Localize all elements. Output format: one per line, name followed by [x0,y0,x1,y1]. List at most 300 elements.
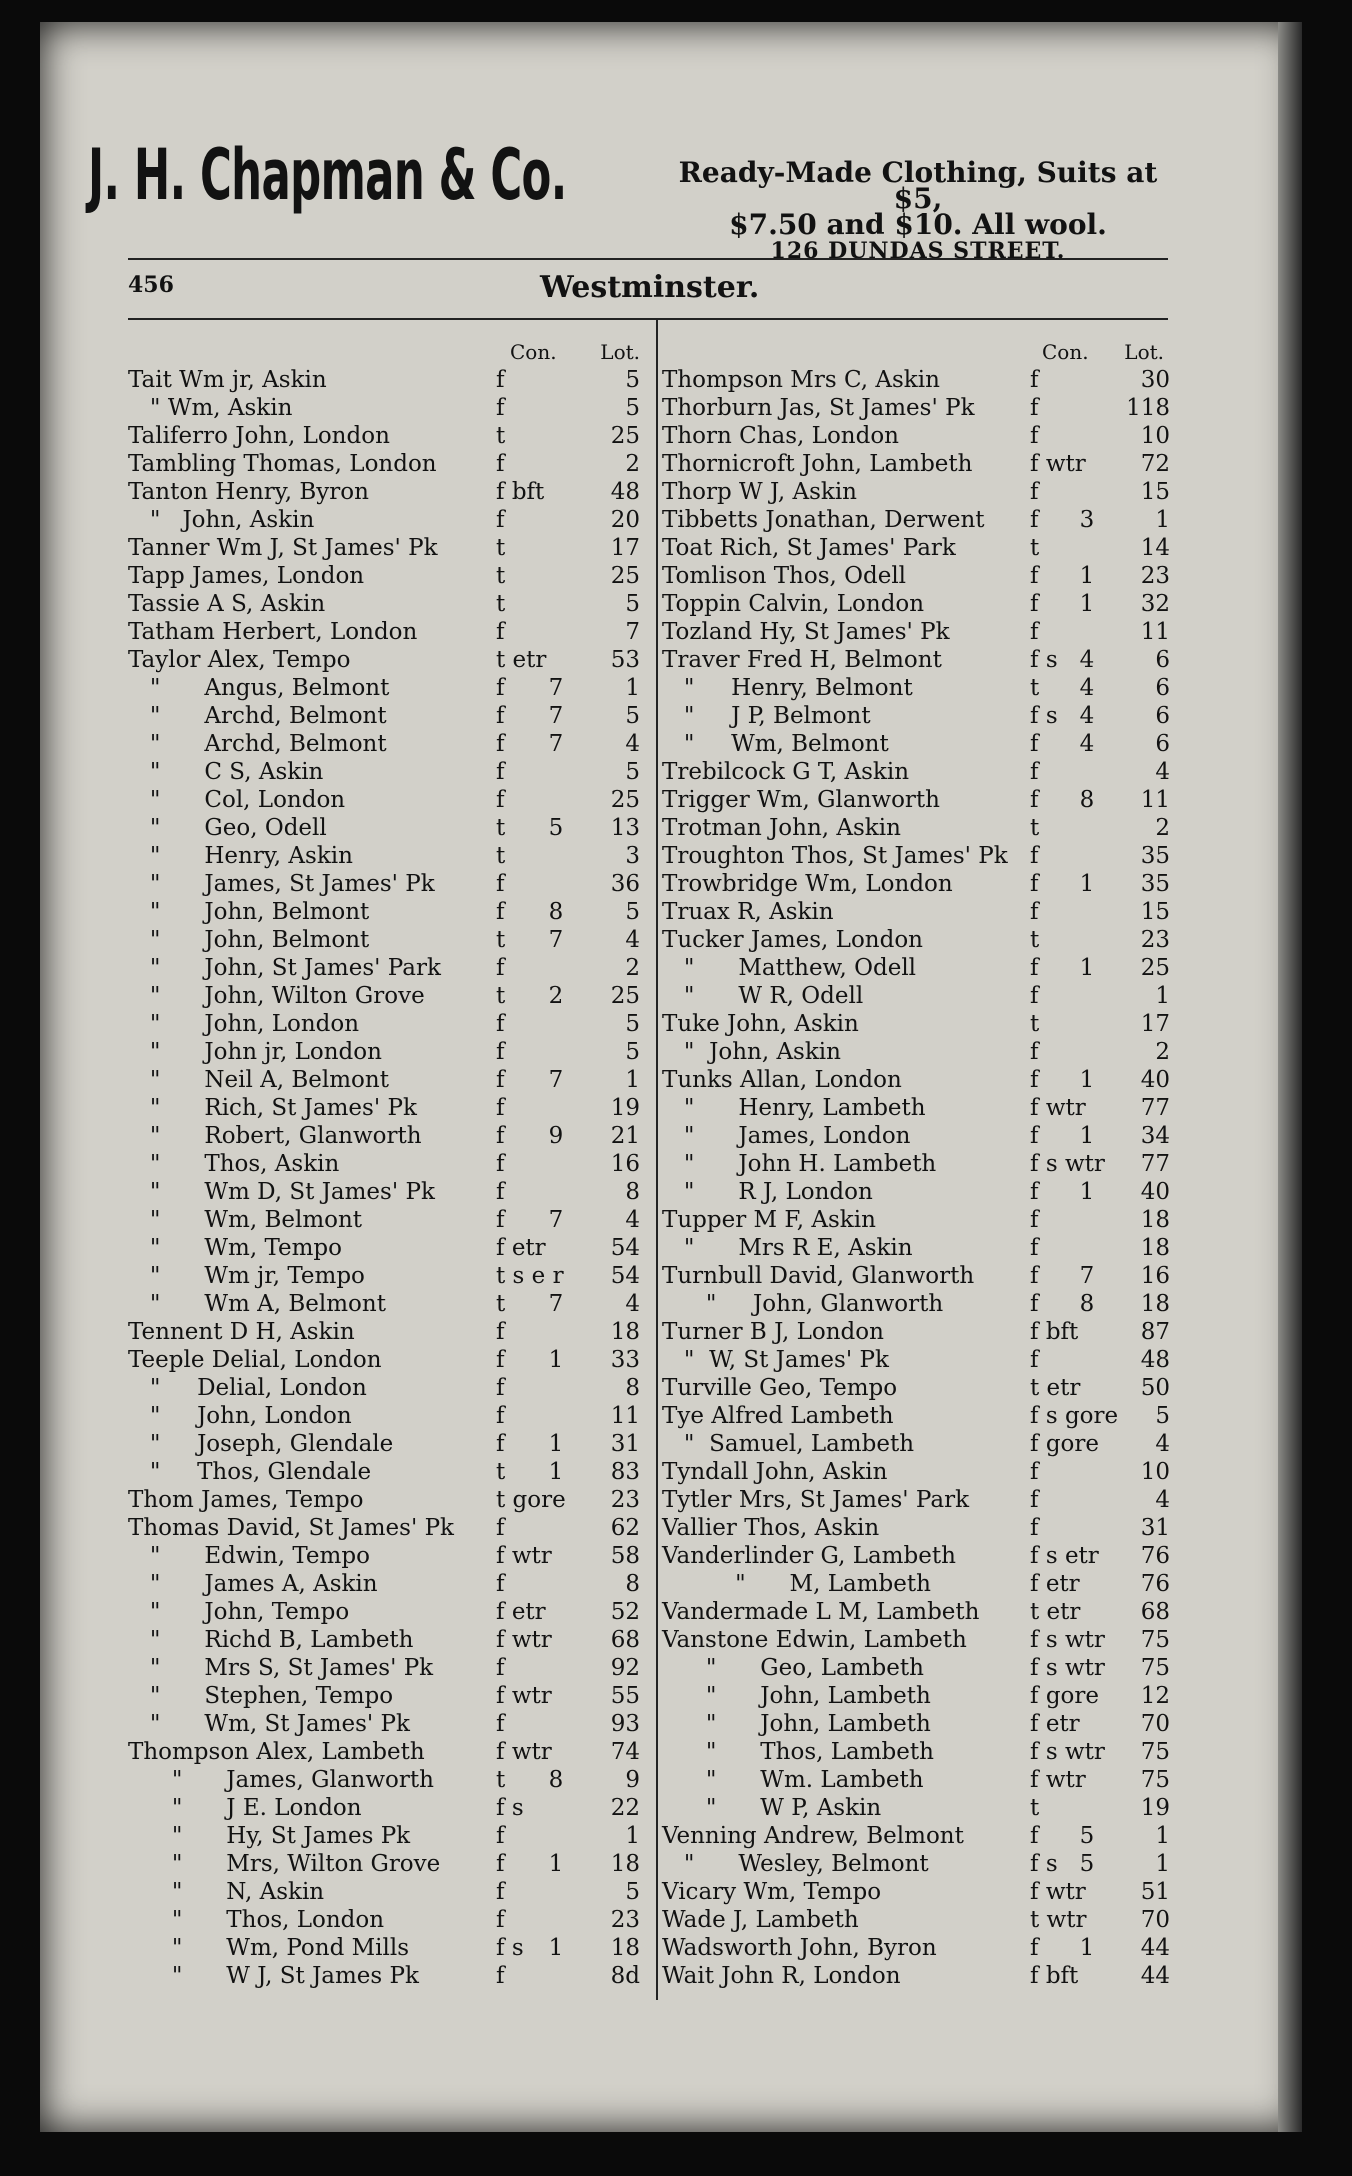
resident-name: " Delial, London [128,1375,367,1401]
resident-name: " Wm A, Belmont [128,1291,386,1317]
tenure-code: t gore [496,1487,566,1513]
list-item [128,450,648,478]
concession-number: 7 [548,703,564,729]
lot-number: 76 [1140,1571,1170,1597]
tenure-code: f etr [1030,1571,1080,1597]
tenure-code: f s [496,1935,524,1961]
list-item [662,1822,1172,1850]
lot-number: 77 [1140,1151,1170,1177]
tenure-code: f wtr [496,1627,552,1653]
tenure-code: f [1030,955,1039,981]
tenure-code: t [1030,535,1040,561]
tenure-code: f [496,1879,505,1905]
list-item [128,1626,648,1654]
tenure-code: f [1030,843,1039,869]
concession-number: 4 [1079,703,1095,729]
concession-number: 1 [1079,563,1095,589]
lot-number: 5 [625,1039,640,1065]
lot-number: 72 [1140,451,1170,477]
list-item [128,1962,648,1990]
resident-name: Tuke John, Askin [662,1011,859,1037]
tenure-code: t [496,927,506,953]
concession-number: 9 [548,1123,564,1149]
resident-name: Tye Alfred Lambeth [662,1403,894,1429]
concession-number: 1 [548,1851,564,1877]
list-item [128,1318,648,1346]
lot-number: 8 [625,1179,640,1205]
lot-number: 11 [610,1403,640,1429]
left-column-header [128,340,648,366]
lot-number: 20 [610,507,640,533]
tenure-code: f [1030,423,1039,449]
lot-number: 15 [1140,899,1170,925]
tenure-code: f s [496,1795,524,1821]
tenure-code: t s e r [496,1263,564,1289]
lot-number: 70 [1140,1907,1170,1933]
lot-number: 18 [1140,1291,1170,1317]
tenure-code: f [1030,1039,1039,1065]
tenure-code: f [496,703,505,729]
lot-number: 32 [1140,591,1170,617]
list-item [662,1318,1172,1346]
resident-name: Tait Wm jr, Askin [128,367,327,393]
lot-number: 75 [1140,1655,1170,1681]
resident-name: Teeple Delial, London [128,1347,382,1373]
resident-name: Trotman John, Askin [662,815,901,841]
tenure-code: f wtr [496,1739,552,1765]
list-item [662,1794,1172,1822]
resident-name: " W, St James' Pk [662,1347,889,1373]
list-item [128,1066,648,1094]
advert-line-2: $7.50 and $10. All wool. [729,208,1107,241]
resident-name: " Mrs, Wilton Grove [128,1851,441,1877]
tenure-code: f [1030,731,1039,757]
lot-number: 74 [610,1739,640,1765]
list-item [128,1598,648,1626]
tenure-code: t [496,815,506,841]
concession-number: 7 [548,675,564,701]
lot-number: 77 [1140,1095,1170,1121]
tenure-code: f gore [1030,1683,1099,1709]
tenure-code: f [496,675,505,701]
lot-number: 31 [610,1431,640,1457]
list-item [128,506,648,534]
resident-name: " John jr, London [128,1039,382,1065]
lot-number: 83 [610,1459,640,1485]
lot-number: 21 [610,1123,640,1149]
list-item [662,534,1172,562]
list-item [128,534,648,562]
concession-number: 1 [548,1459,564,1485]
list-item [662,1514,1172,1542]
tenure-code: f s wtr [1030,1655,1105,1681]
resident-name: " Richd B, Lambeth [128,1627,414,1653]
lot-number: 33 [610,1347,640,1373]
list-item [662,730,1172,758]
tenure-code: f [496,1851,505,1877]
tenure-code: f s [1030,703,1058,729]
list-item [128,1402,648,1430]
concession-number: 2 [548,983,564,1009]
list-item [128,1346,648,1374]
lot-number: 23 [1140,563,1170,589]
list-item [662,394,1172,422]
resident-name: Tanton Henry, Byron [128,479,369,505]
tenure-code: f [1030,1263,1039,1289]
lot-number: 4 [625,927,640,953]
resident-name: " J P, Belmont [662,703,871,729]
list-item [662,870,1172,898]
resident-name: Turner B J, London [662,1319,884,1345]
list-item [662,1346,1172,1374]
resident-name: Tytler Mrs, St James' Park [662,1487,970,1513]
resident-name: Wadsworth John, Byron [662,1935,937,1961]
column-divider [656,320,658,2000]
resident-name: " Wm. Lambeth [662,1767,924,1793]
lot-number: 8d [610,1963,640,1989]
resident-name: Tassie A S, Askin [128,591,326,617]
tenure-code: f bft [1030,1963,1079,1989]
lot-number: 18 [610,1935,640,1961]
lot-number: 8 [625,1571,640,1597]
lot-number: 76 [1140,1543,1170,1569]
list-item [662,1962,1172,1990]
list-item [662,786,1172,814]
list-item [662,1374,1172,1402]
list-item [662,618,1172,646]
resident-name: " Thos, Askin [128,1151,340,1177]
resident-name: Trigger Wm, Glanworth [662,787,940,813]
lot-number: 19 [1140,1795,1170,1821]
resident-name: Taliferro John, London [128,423,390,449]
lot-number: 10 [1140,423,1170,449]
lot-number: 36 [610,871,640,897]
lot-number: 5 [625,759,640,785]
lot-number: 17 [610,535,640,561]
tenure-code: f wtr [496,1683,552,1709]
lot-number: 5 [625,395,640,421]
lot-number: 15 [1140,479,1170,505]
resident-name: " Wm, Tempo [128,1235,342,1261]
list-item [662,842,1172,870]
list-item [128,1542,648,1570]
resident-name: " John, Glanworth [662,1291,944,1317]
lot-number: 75 [1140,1767,1170,1793]
tenure-code: f [496,787,505,813]
lot-number: 44 [1140,1935,1170,1961]
tenure-code: f etr [496,1599,546,1625]
tenure-code: f [1030,1347,1039,1373]
advert-line-3: 126 DUNDAS STREET. [770,238,1066,264]
tenure-code: f [496,731,505,757]
list-item [662,1906,1172,1934]
resident-name: Turnbull David, Glanworth [662,1263,975,1289]
resident-name: " Mrs R E, Askin [662,1235,913,1261]
list-item [128,1094,648,1122]
tenure-code: f [1030,1935,1039,1961]
list-item [662,1262,1172,1290]
resident-name: " Henry, Lambeth [662,1095,926,1121]
tenure-code: f s [1030,647,1058,673]
concession-number: 7 [548,927,564,953]
resident-name: " John, Belmont [128,899,370,925]
concession-number: 5 [1079,1823,1095,1849]
list-item [662,1038,1172,1066]
lot-number: 68 [1140,1599,1170,1625]
tenure-code: t etr [1030,1599,1081,1625]
lot-number: 54 [610,1235,640,1261]
resident-name: Trebilcock G T, Askin [662,759,910,785]
concession-number: 3 [1079,507,1095,533]
resident-name: " Mrs S, St James' Pk [128,1655,434,1681]
concession-number: 4 [1079,731,1095,757]
list-item [128,1570,648,1598]
lot-number: 93 [610,1711,640,1737]
list-item [128,590,648,618]
concession-number: 1 [1079,1067,1095,1093]
concession-number: 5 [548,815,564,841]
tenure-code: f gore [1030,1431,1099,1457]
list-item [662,1234,1172,1262]
list-item [128,1038,648,1066]
lot-number: 40 [1140,1179,1170,1205]
tenure-code: f wtr [496,1543,552,1569]
advertiser-name: J. H. Chapman & Co. [88,134,567,216]
list-item [128,646,648,674]
tenure-code: f [496,1123,505,1149]
list-item [128,898,648,926]
lot-number: 4 [625,731,640,757]
list-item [662,674,1172,702]
lot-number: 4 [625,1291,640,1317]
concession-number: 1 [548,1431,564,1457]
resident-name: Tibbetts Jonathan, Derwent [662,507,985,533]
resident-name: Tyndall John, Askin [662,1459,888,1485]
concession-number: 4 [1079,675,1095,701]
lot-number: 25 [610,423,640,449]
list-item [128,814,648,842]
resident-name: " Henry, Belmont [662,675,913,701]
list-item [662,422,1172,450]
tenure-code: f [496,1571,505,1597]
tenure-code: f [496,1655,505,1681]
tenure-code: t [1030,1011,1040,1037]
lot-number: 54 [610,1263,640,1289]
list-item [128,842,648,870]
list-item [128,1486,648,1514]
tenure-code: f [1030,1291,1039,1317]
tenure-code: f [496,1319,505,1345]
list-item [128,618,648,646]
list-item [128,1822,648,1850]
resident-name: Tatham Herbert, London [128,619,418,645]
resident-name: " Joseph, Glendale [128,1431,394,1457]
lot-number: 50 [1140,1375,1170,1401]
lot-number: 12 [1140,1683,1170,1709]
list-item [662,1710,1172,1738]
resident-name: " Robert, Glanworth [128,1123,422,1149]
resident-name: " Hy, St James Pk [128,1823,411,1849]
list-item [128,562,648,590]
list-item [128,730,648,758]
resident-name: " Neil A, Belmont [128,1067,389,1093]
tenure-code: t [496,535,506,561]
tenure-code: t [496,1291,506,1317]
list-item [662,814,1172,842]
list-item [128,1794,648,1822]
tenure-code: f [496,871,505,897]
resident-name: " James, London [662,1123,911,1149]
list-item [662,1654,1172,1682]
list-item [128,1122,648,1150]
lot-number: 25 [610,787,640,813]
resident-name: " Archd, Belmont [128,731,387,757]
resident-name: " R J, London [662,1179,873,1205]
list-item [662,646,1172,674]
list-item [662,1486,1172,1514]
lot-number: 14 [1140,535,1170,561]
list-item [662,1290,1172,1318]
resident-name: Vanstone Edwin, Lambeth [662,1627,967,1653]
list-item [128,478,648,506]
tenure-code: f [1030,787,1039,813]
list-item [128,1150,648,1178]
list-item [128,394,648,422]
resident-name: Thompson Mrs C, Askin [662,367,940,393]
resident-name: " John, Lambeth [662,1711,931,1737]
resident-name: Vicary Wm, Tempo [662,1879,882,1905]
list-item [662,1122,1172,1150]
concession-number: 7 [548,731,564,757]
list-item [662,590,1172,618]
resident-name: Vanderlinder G, Lambeth [662,1543,956,1569]
lot-number: 1 [1155,1851,1170,1877]
concession-number: 1 [1079,1935,1095,1961]
tenure-code: f [496,1403,505,1429]
lot-number: 5 [625,1879,640,1905]
concession-number: 1 [1079,1179,1095,1205]
lot-number: 75 [1140,1627,1170,1653]
tenure-code: f [496,1347,505,1373]
list-item [662,1094,1172,1122]
concession-number: 1 [1079,591,1095,617]
list-item [662,1066,1172,1094]
con-header: Con. [1042,340,1089,364]
list-item [128,1234,648,1262]
tenure-code: t [496,591,506,617]
lot-header: Lot. [1124,340,1164,364]
lot-number: 7 [625,619,640,645]
list-item [128,1710,648,1738]
resident-name: Tucker James, London [662,927,923,953]
list-item [662,1598,1172,1626]
resident-name: " Thos, Glendale [128,1459,372,1485]
right-column [662,340,1172,1990]
resident-name: Taylor Alex, Tempo [128,647,351,673]
resident-name: Troughton Thos, St James' Pk [662,843,1008,869]
page-number: 456 [128,272,174,298]
resident-name: " Edwin, Tempo [128,1543,370,1569]
tenure-code: f s [1030,1851,1058,1877]
concession-number: 7 [548,1067,564,1093]
tenure-code: f [496,507,505,533]
tenure-code: t [1030,815,1040,841]
lot-number: 9 [625,1767,640,1793]
tenure-code: f [496,1151,505,1177]
concession-number: 7 [548,1291,564,1317]
list-item [128,1682,648,1710]
lot-number: 16 [1140,1263,1170,1289]
tenure-code: f [496,1067,505,1093]
list-item [662,1934,1172,1962]
page-title: Westminster. [540,270,760,305]
tenure-code: f [496,1179,505,1205]
tenure-code: t [496,983,506,1009]
tenure-code: f [496,955,505,981]
list-item [662,926,1172,954]
tenure-code: f [496,1039,505,1065]
tenure-code: f [1030,1235,1039,1261]
lot-number: 2 [1155,815,1170,841]
lot-number: 10 [1140,1459,1170,1485]
resident-name: " John, St James' Park [128,955,441,981]
resident-name: Wait John R, London [662,1963,901,1989]
resident-name: Vandermade L M, Lambeth [662,1599,980,1625]
lot-number: 48 [1140,1347,1170,1373]
list-item [662,1010,1172,1038]
lot-number: 35 [1140,843,1170,869]
tenure-code: f [496,367,505,393]
list-item [662,1570,1172,1598]
lot-number: 18 [610,1851,640,1877]
resident-name: " J E. London [128,1795,362,1821]
list-item [128,1906,648,1934]
resident-name: Turville Geo, Tempo [662,1375,898,1401]
list-item [128,702,648,730]
list-item [662,1878,1172,1906]
list-item [128,926,648,954]
resident-name: Venning Andrew, Belmont [662,1823,964,1849]
tenure-code: t [1030,1795,1040,1821]
tenure-code: f etr [496,1235,546,1261]
list-item [128,1878,648,1906]
concession-number: 8 [1079,787,1095,813]
right-column-header [662,340,1172,366]
header-rule-bottom [128,318,1168,320]
tenure-code: t etr [496,647,547,673]
tenure-code: t [496,563,506,589]
resident-name: " John H. Lambeth [662,1151,937,1177]
list-item [128,422,648,450]
lot-number: 18 [1140,1207,1170,1233]
lot-number: 8 [625,1375,640,1401]
lot-number: 4 [1155,1487,1170,1513]
tenure-code: f [496,451,505,477]
lot-number: 1 [1155,1823,1170,1849]
list-item [662,898,1172,926]
list-item [128,674,648,702]
lot-number: 62 [610,1515,640,1541]
lot-number: 1 [625,675,640,701]
tenure-code: f s gore [1030,1403,1119,1429]
lot-number: 31 [1140,1515,1170,1541]
tenure-code: t [496,843,506,869]
tenure-code: f [496,395,505,421]
lot-number: 25 [610,983,640,1009]
resident-name: Tennent D H, Askin [128,1319,355,1345]
advert-line-1: Ready-Made Clothing, Suits at $5, [678,156,1158,215]
book-spine-shadow [1278,22,1302,2132]
